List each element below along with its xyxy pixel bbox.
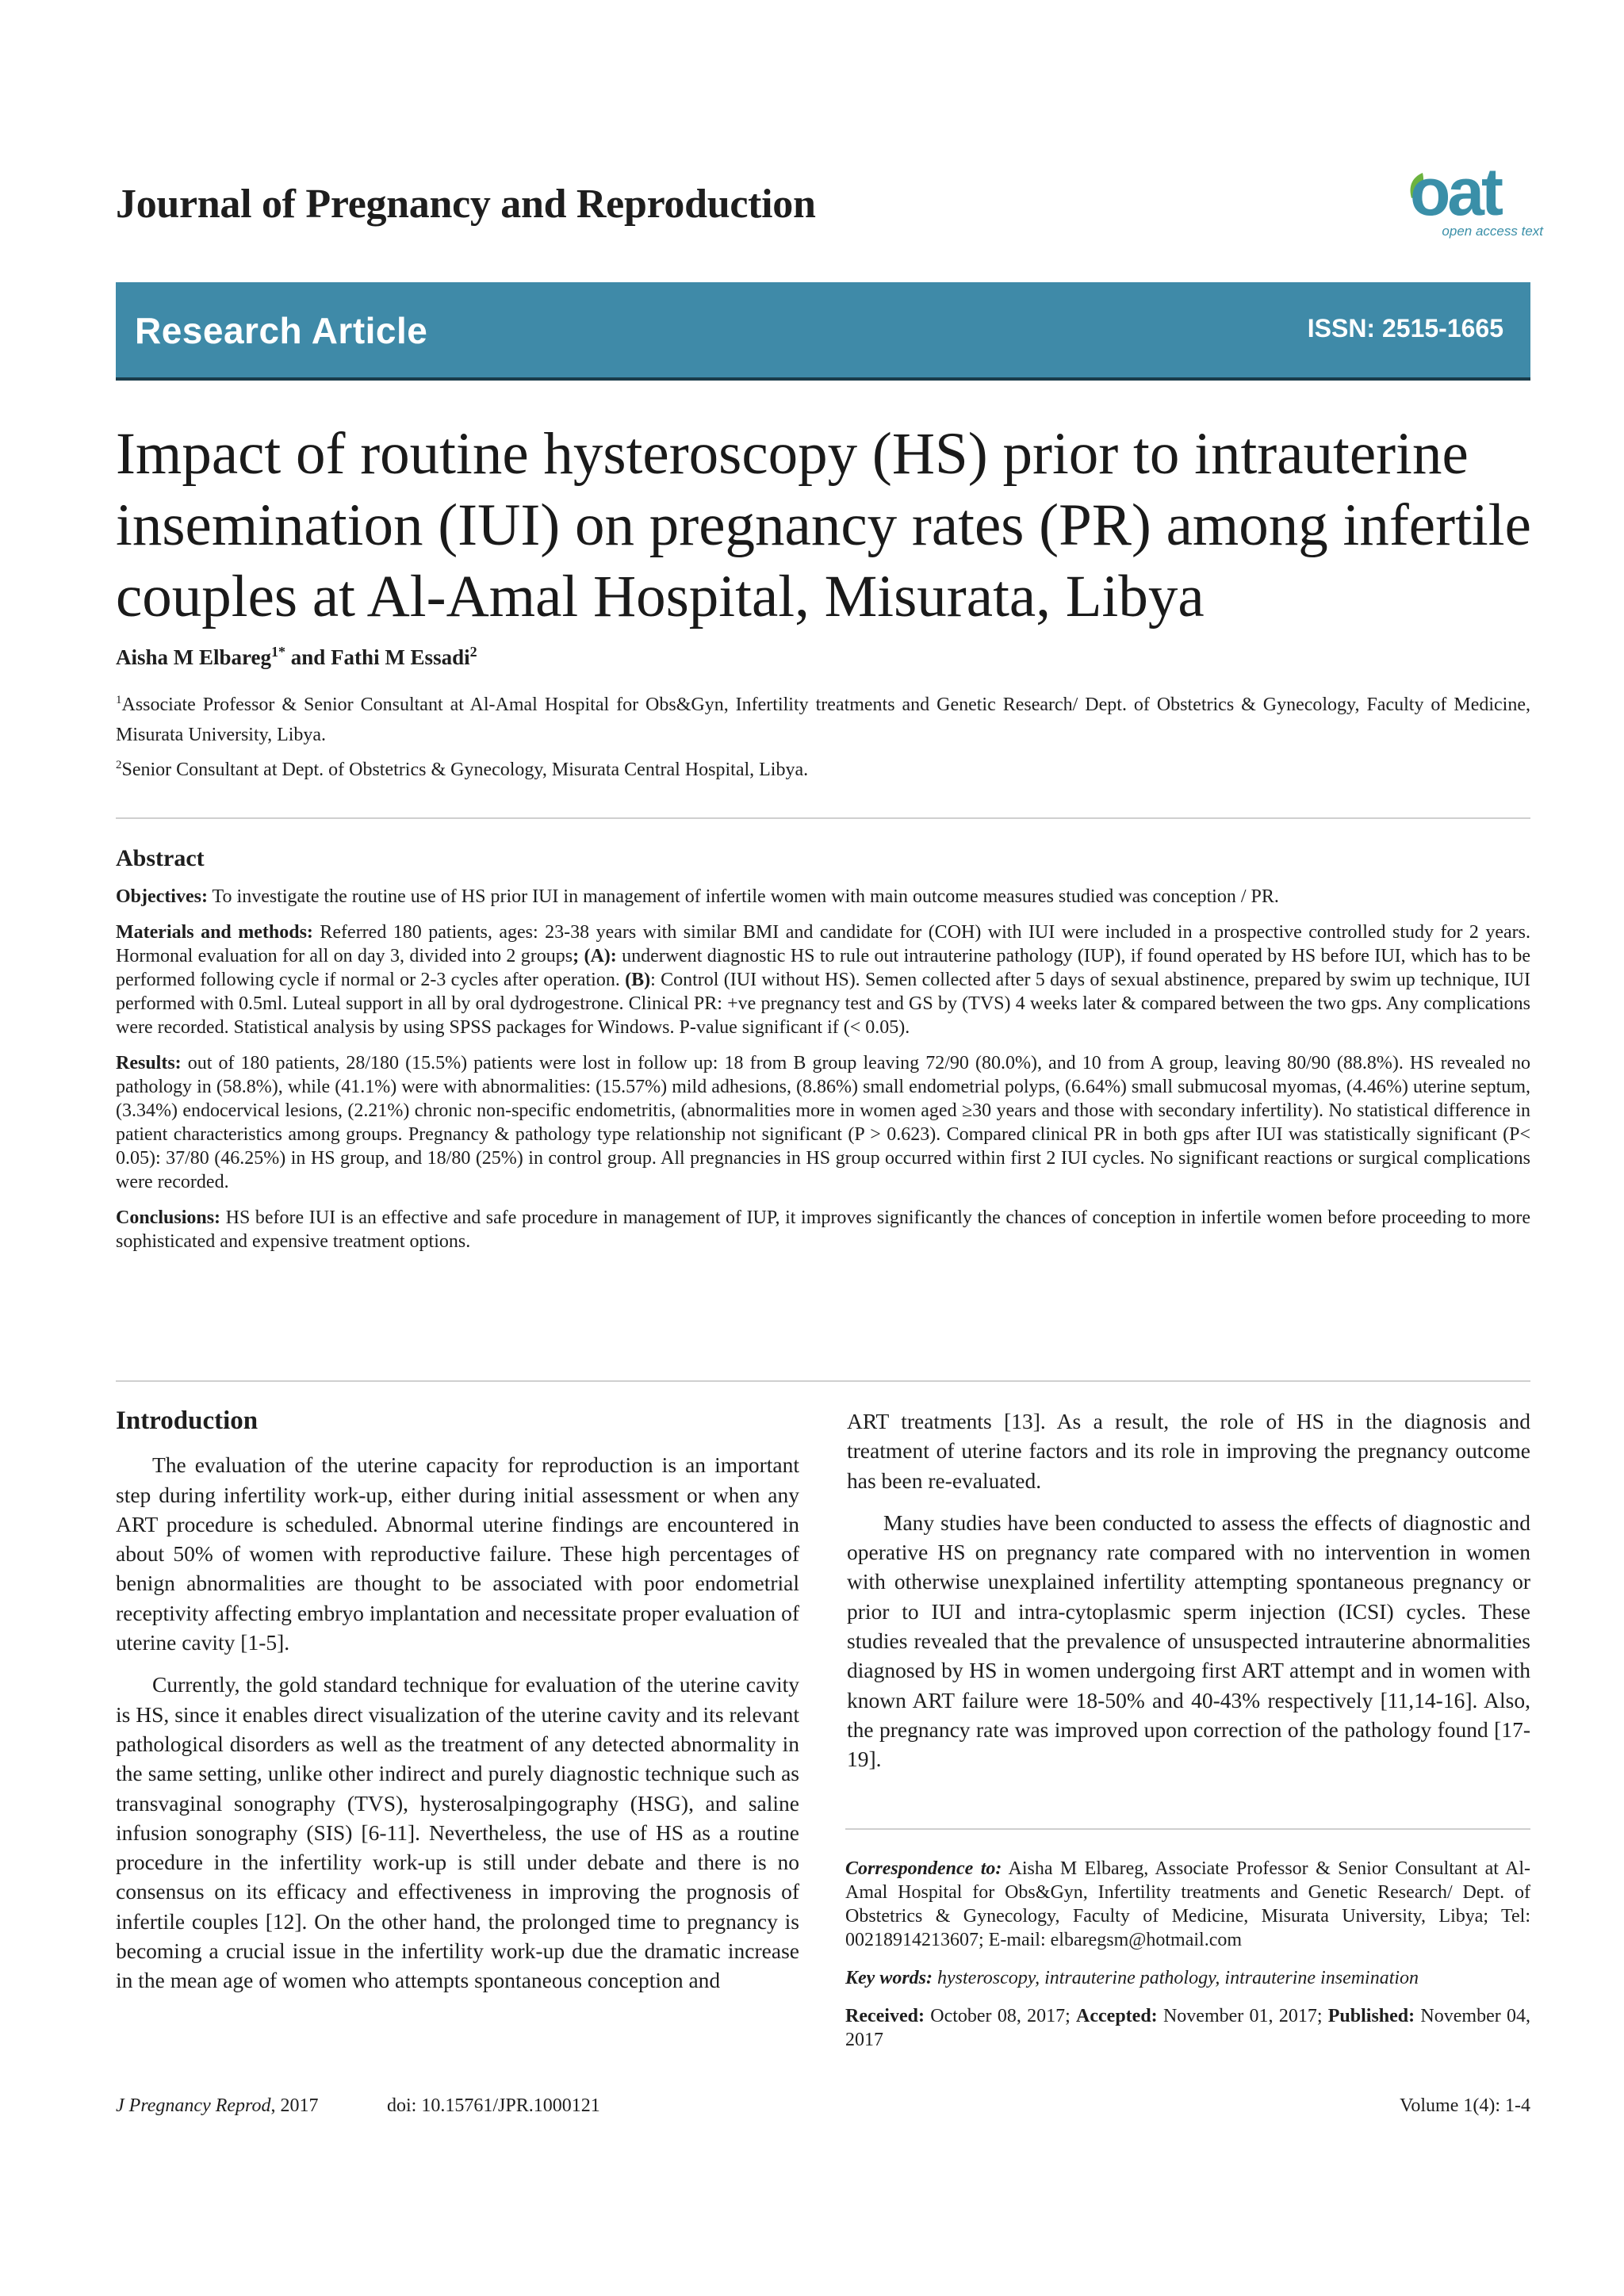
issn: ISSN: 2515-1665 [1307, 314, 1503, 342]
accepted-date: November 01, 2017; [1157, 2006, 1328, 2026]
abstract-section [116, 847, 1530, 1265]
divider [116, 1380, 1530, 1382]
article-type-banner [116, 282, 1530, 381]
body-paragraph: Many studies have been conducted to assess the effects of diagnostic and operative HS on pregnancy rate compared with no intervention in women with otherwise unexplained infertility attempting spontaneous pregnancy or prior to IUI and intra-cytoplasmic sperm injection (ICSI) cycles. These studies revealed that the prevalence of unsuspected intrauterine abnormalities diagnosed by HS in women undergoing first ART attempt and in women with known ART failure were 18-50% and 40-43% respectively [11,14-16]. Also, the pregnancy rate was improved upon correction of the pathology found [17-19]. [847, 1510, 1530, 1772]
citation-year: , 2017 [270, 2095, 319, 2116]
introduction-heading: Introduction [116, 1406, 259, 1435]
body-paragraph: ART treatments [13]. As a result, the role of HS in the diagnosis and treatment of uterine factors and its role in improving the pregnancy outcome has been re-evaluated. [847, 1409, 1530, 1493]
journal-title: Journal of Pregnancy and Reproduction [116, 182, 816, 227]
methods-text: Referred 180 patients, ages: 23-38 years with similar BMI and candidate for (COH) with IUI were included in a prospective controlled study for 2 years. Hormonal evaluation for all on day 3, divided into 2 groups [116, 922, 1531, 966]
footer-volume: Volume 1(4): 1-4 [1400, 2095, 1530, 2116]
received-date: October 08, 2017; [924, 2006, 1077, 2026]
logo-tagline: open access text [1442, 224, 1543, 239]
abstract-methods [116, 920, 1530, 1039]
group-b-label: (B) [625, 970, 651, 990]
author-separator: and [285, 645, 331, 669]
accepted-label: Accepted: [1076, 2006, 1158, 2026]
body-paragraph: The evaluation of the uterine capacity for reproduction is an important step during infertility work-up, either during initial assessment or when any ART procedure is scheduled. Abnormal uterine findings are encountered in about 50% of women with reproductive failure. These high percentages of benign abnormalities are thought to be associated with poor endometrial receptivity affecting embryo implantation and necessitate proper evaluation of uterine cavity [1-5]. [116, 1452, 799, 1655]
logo-wordmark: oat [1410, 155, 1500, 229]
affiliation-marker: 1 [116, 694, 122, 706]
abstract-heading: Abstract [116, 845, 205, 871]
affiliation-marker: 2 [116, 759, 122, 771]
affiliation [116, 750, 1530, 785]
oat-logo [1410, 155, 1543, 246]
journal-abbrev: J Pregnancy Reprod [116, 2095, 271, 2116]
received-label: Received: [845, 2006, 925, 2026]
abstract-conclusions [116, 1206, 1530, 1253]
footer-doi: doi: 10.15761/JPR.1000121 [387, 2095, 600, 2116]
author-affiliation-marker: 1* [271, 644, 286, 660]
author-name: Fathi M Essadi [331, 645, 470, 669]
affiliation-text: Senior Consultant at Dept. of Obstetrics & Gynecology, Misurata Central Hospital, Libya. [121, 760, 809, 780]
results-label: Results: [116, 1053, 182, 1073]
conclusions-label: Conclusions: [116, 1207, 221, 1228]
keywords [845, 1966, 1530, 1990]
objectives-label: Objectives: [116, 886, 208, 907]
group-a-label: ; (A): [573, 946, 617, 966]
published-label: Published: [1327, 2006, 1415, 2026]
correspondence-label: Correspondence to: [845, 1858, 1002, 1879]
abstract-objectives [116, 885, 1530, 909]
affiliations [116, 685, 1530, 785]
article-title: Impact of routine hysteroscopy (HS) prior to intrauterine insemination (IUI) on pregnancy rates (PR) among infertile couples at Al-Amal Hospital, Misurata, Libya [116, 421, 1531, 629]
keywords-text: hysteroscopy, intrauterine pathology, intrauterine insemination [933, 1968, 1419, 1988]
body-column-left [116, 1406, 799, 2008]
results-text: out of 180 patients, 28/180 (15.5%) patients were lost in follow up: 18 from B group leaving 72/90 (80.0%), and 10 from A group, leaving 80/90 (88.8%). HS revealed no pathology in (58.8%), while (41.1%) were with abnormalities: (15.57%) mild adhesions, (8.86%) small endometrial polyps, (6.64%) small submucosal myomas, (4.46%) uterine septum, (3.34%) endocervical lesions, (2.21%) chronic non-specific endometritis, (abnormalities more in women aged ≥30 years and those with secondary infertility). No statistical difference in patient characteristics among groups. Pregnancy & pathology type relationship not significant (P > 0.623). Compared clinical PR in both gps after IUI was statistically significant (P< 0.05): 37/80 (46.25%) in HS group, and 18/80 (25%) in control group. All pregnancies in HS group occurred within first 2 IUI cycles. No significant reactions or surgical complications were recorded. [116, 1053, 1530, 1192]
methods-text: : Control (IUI without HS). Semen collected after 5 days of sexual abstinence, prepared by swim up technique, IUI performed with 0.5ml. Luteal support in all by oral dydrogestrone. Clinical PR: +ve pregnancy test and GS by (TVS) 4 weeks later & compared between the two gps. Any complications were recorded. Statistical analysis by using SPSS packages for Windows. P-value significant if (< 0.05). [116, 970, 1530, 1038]
correspondence [845, 1857, 1530, 1952]
conclusions-text: HS before IUI is an effective and safe procedure in management of IUP, it improves significantly the chances of conception in infertile women before proceeding to more sophisticated and expensive treatment options. [116, 1207, 1530, 1252]
divider [845, 1828, 1530, 1830]
footer-citation [116, 2095, 318, 2117]
affiliation-text: Associate Professor & Senior Consultant at Al-Amal Hospital for Obs&Gyn, Infertility treatments and Genetic Research/ Dept. of Obstetrics & Gynecology, Faculty of Medicine, Misurata University, Libya. [116, 695, 1530, 745]
correspondence-text: Aisha M Elbareg, Associate Professor & Senior Consultant at Al-Amal Hospital for Obs&Gyn, Infertility treatments and Genetic Research/ Dept. of Obstetrics & Gynecology, Faculty of Medicine, Misurata University, Libya; Tel: 00218914213607; E-mail: elbaregsm@hotmail.com [845, 1858, 1531, 1950]
methods-label: Materials and methods: [116, 922, 313, 943]
affiliation [116, 685, 1530, 750]
methods-text: underwent diagnostic HS to rule out intrauterine pathology (IUP), if found operated by HS before IUI, which has to be performed following cycle if normal or 2-3 cycles after operation. [116, 946, 1530, 990]
body-column-right [847, 1406, 1530, 1787]
article-type: Research Article [135, 310, 428, 351]
published-date: November 04, 2017 [845, 2006, 1530, 2050]
article-notes [845, 1857, 1530, 2066]
abstract-results [116, 1051, 1530, 1194]
body-paragraph: Currently, the gold standard technique for evaluation of the uterine cavity is HS, since it enables direct visualization of the uterine cavity and its relevant pathological disorders as well as the treatment of any detected abnormality in the same setting, unlike other indirect and purely diagnostic technique such as transvaginal sonography (TVS), hysterosalpingography (HSG), and saline infusion sonography (SIS) [6-11]. Nevertheless, the use of HS as a routine procedure in the infertility work-up is still under debate and there is no consensus on its efficacy and effectiveness in improving the prognosis of infertile couples [12]. On the other hand, the prolonged time to pregnancy is becoming a crucial issue in the infertility work-up due the dramatic increase in the mean age of women who attempts spontaneous conception and [116, 1672, 799, 1993]
author-list [116, 644, 477, 670]
author-name: Aisha M Elbareg [116, 645, 272, 669]
keywords-label: Key words: [845, 1968, 933, 1988]
objectives-text: To investigate the routine use of HS prior IUI in management of infertile women with main outcome measures studied was conception / PR. [207, 886, 1279, 907]
dates [845, 2004, 1530, 2052]
author-affiliation-marker: 2 [469, 644, 477, 660]
divider [116, 817, 1530, 819]
